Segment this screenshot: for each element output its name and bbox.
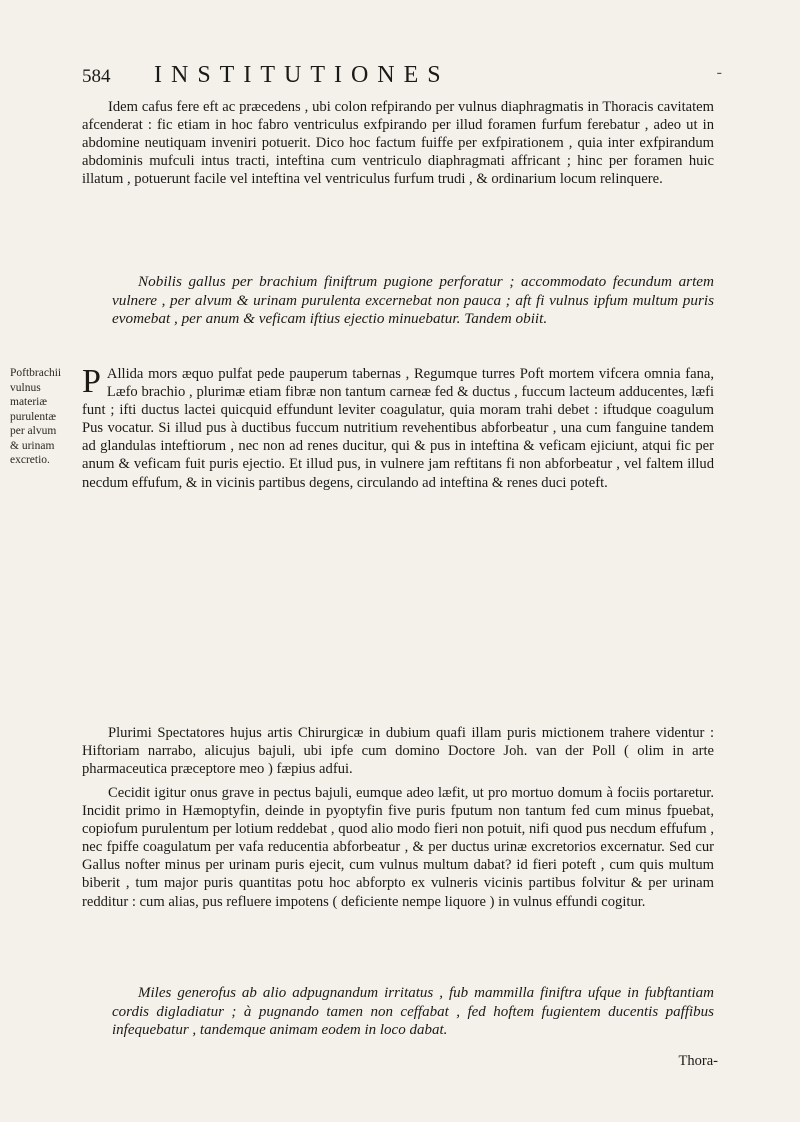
margin-note-line: materiæ: [10, 396, 48, 408]
case-quote-2-text: Miles generofus ab alio adpugnandum irritatus , fub mammilla finiftra ufque in fubftantiam cordis digladiatur ; à pugnando tamen non ceffabat , fed hoftem fugientem ducentis paffibus infequebatur , tandemque animam eodem in loco dabat.: [112, 985, 714, 1039]
margin-note-line: Poftbrachii: [10, 367, 62, 379]
margin-note-line: per alvum: [10, 425, 57, 437]
corner-mark: -: [716, 64, 722, 81]
page-number: 584: [82, 66, 111, 87]
case-quote-1: [112, 273, 714, 329]
catchword: Thora-: [678, 1053, 718, 1069]
margin-note-line: purulentæ: [10, 410, 56, 423]
drop-cap: P: [82, 363, 101, 400]
margin-note-line: vulnus: [10, 381, 41, 394]
paragraph-1: [82, 98, 714, 188]
margin-note-line: excretio.: [10, 454, 50, 466]
case-quote-1-text: Nobilis gallus per brachium finiftrum pugione perforatur ; accommodato fecundum artem vulnere , per alvum & urinam purulenta excernebat non pauca ; aft fi vulnus ipfum multum puris evomebat , per anum & veficam iftius ejectio minuebatur. Tandem obiit.: [112, 273, 714, 328]
paragraph-3: [82, 724, 714, 778]
paragraph-1-text: Idem cafus fere eft ac præcedens , ubi colon refpirando per vulnus diaphragmatis in Thoracis cavitatem afcenderat : fic etiam in hoc fabro ventriculus exfpirando per illud foramen furfum ferebatur , adeo ut in abdomine neutiquam inveniri potuerit. Dico hoc factum fuiffe per exfpirationem , quia inter exfpirandum abdominis mufculi intus tracti, inteftina cum ventriculo diaphragmati affricant ; hinc per foramen huic illatum , potuerunt facile vel inteftina vel ventriculus furfum trudi , & ordinarium locum relinquere.: [82, 99, 714, 188]
running-title: INSTITUTIONES: [154, 62, 450, 88]
paragraph-2: [82, 365, 714, 492]
case-quote-2: [112, 984, 714, 1040]
paragraph-4: [82, 784, 714, 911]
paragraph-2-text: Allida mors æquo pulfat pede pauperum tabernas , Regumque turres Poft mortem vifcera omnia fana, Læfo brachio , plurimæ etiam fibræ non tantum carneæ fed & ductus , fuccum lacteum adducentes, læfi funt ; ifti ductus lactei quicquid effundunt leviter coagulatur, quia moram trahi debet : iftudque coagulum Pus vocatur. Si illud pus à ductibus fuccum nutritium revehentibus abforbeatur , una cum fanguine tandem ad glandulas inteftiorum , nec non ad renes ducitur, qui & pus in inteftina & veficam ejiciunt, atqui fic per anum & veficam fuit puris ejectio. Et illud pus, in vulnere jam reftitans fi non abforbeatur , vel faltem illud necdum effufum, & in vicinis partibus degens, circulando ad inteftina & renes duci poteft.: [82, 366, 714, 491]
page-header: [82, 64, 722, 90]
margin-note-line: & urinam: [10, 439, 55, 452]
paragraph-4-text: Cecidit igitur onus grave in pectus bajuli, eumque adeo læfit, ut pro mortuo domum à fociis portaretur. Incidit primo in Hæmoptyfin, deinde in pyoptyfin five puris fputum non tantum fed cum minus fpuebat, copiofum purulentum per lotium reddebat , quod alio modo fieri non potuit, nifi quod pus necdum effufum , nec fpiffe coagulatum per vafa reducentia abforbeatur , & per ductus urinæ excretorios excernatur. Sed cur Gallus nofter minus per urinam puris ejecit, cum vulnus multum dabat? id fieri poteft , cum quis multum biberit , tum major puris quantitas potu hoc abforpto ex vulneris vicinis partibus folvitur & per urinam redditur : cum alias, pus refluere impotens ( deficiente nempe liquore ) in vulnus effundi cogitur.: [82, 785, 714, 910]
margin-note: [10, 366, 76, 468]
paragraph-3-text: Plurimi Spectatores hujus artis Chirurgicæ in dubium quafi illam puris mictionem trahere videntur : Hiftoriam narrabo, alicujus bajuli, ubi ipfe cum domino Doctore Joh. van der Poll ( olim in arte pharmaceutica præceptore meo ) fæpius adfui.: [82, 725, 714, 778]
